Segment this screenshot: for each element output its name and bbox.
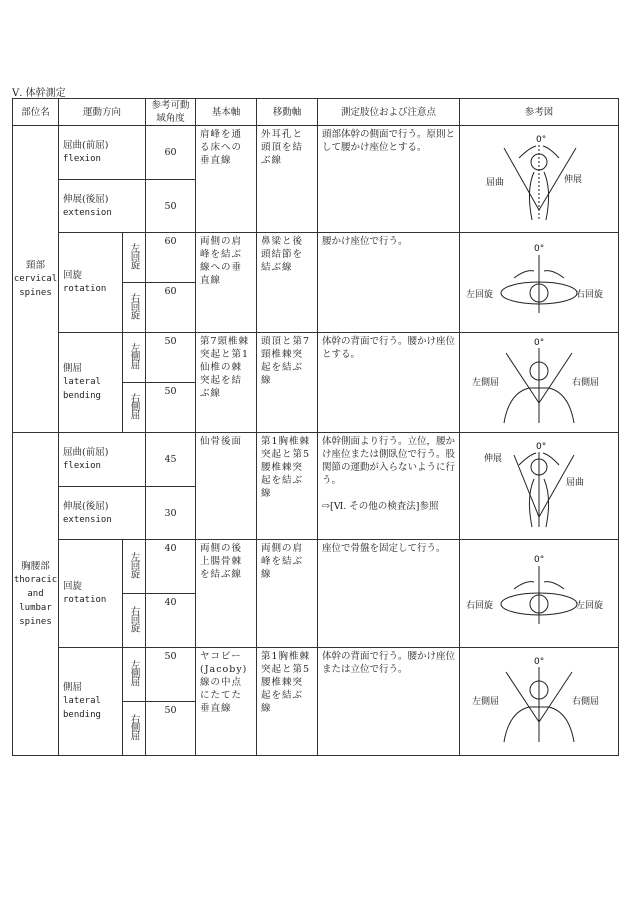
- notes: 体幹の背面で行う。腰かけ座位または立位で行う。: [322, 651, 456, 675]
- moving-axis-cell: [257, 333, 318, 433]
- side-left: [123, 333, 146, 383]
- side-left: [123, 540, 146, 594]
- notes: 体幹側面より行う。立位，腰かけ座位または側臥位で行う。股関節の運動が入らないように行う。: [322, 436, 456, 486]
- figure-cell: [460, 540, 619, 648]
- side-left: [123, 233, 146, 283]
- basic-axis-cell: [196, 126, 257, 233]
- motion-label: 屈曲(前屈): [63, 447, 109, 458]
- header-row: [13, 99, 619, 126]
- motion-flexion: [59, 433, 146, 487]
- moving-axis-cell: [257, 126, 318, 233]
- motion-extension: [59, 487, 146, 540]
- figure-label-a: 左側屈: [472, 697, 500, 707]
- motion-en: lateral bending: [63, 696, 101, 720]
- moving-axis-cell: [257, 233, 318, 333]
- basic-axis-cell: [196, 648, 257, 756]
- motion-lateral-bending: [59, 333, 123, 433]
- motion-en: extension: [63, 514, 112, 525]
- table-row: [13, 433, 619, 487]
- figure-cell: [460, 126, 619, 233]
- notes-cell: [318, 333, 460, 433]
- motion-label: 伸展(後屈): [63, 500, 109, 512]
- angle-value: 50: [164, 705, 177, 716]
- motion-label: 屈曲(前屈): [63, 140, 109, 151]
- region-name: 頸部: [25, 259, 45, 271]
- region-name: 胸腰部: [21, 560, 50, 572]
- notes-cell: [318, 540, 460, 648]
- flexion-extension-figure: [464, 130, 614, 225]
- side-label: 右回旋: [128, 605, 140, 632]
- reference-arrow-icon: ⇨: [322, 501, 330, 512]
- angle-value: 40: [164, 543, 177, 554]
- header-region: 部位名: [13, 99, 59, 126]
- notes-cell: [318, 433, 460, 540]
- zero-degree-label: 0°: [534, 555, 545, 565]
- angle-cell: [146, 333, 196, 383]
- figure-label-b: 右回旋: [576, 290, 604, 300]
- side-label: 右回旋: [128, 292, 140, 319]
- reference-link: [Ⅵ. その他の検査法]参照: [329, 501, 439, 512]
- basic-axis-cell: [196, 233, 257, 333]
- moving-axis: 外耳孔と頭頂を結ぶ線: [261, 129, 304, 166]
- region-name-en: cervical spines: [13, 273, 58, 298]
- figure-label-a: 左側屈: [472, 378, 500, 388]
- motion-flexion: [59, 126, 146, 180]
- motion-lateral-bending: [59, 648, 123, 756]
- notes: 体幹の背面で行う。腰かけ座位とする。: [322, 336, 456, 360]
- header-basic-axis: 基本軸: [196, 99, 257, 126]
- header-notes: 測定肢位および注意点: [318, 99, 460, 126]
- table-row: [13, 333, 619, 383]
- moving-axis: 鼻梁と後頭結節を結ぶ線: [261, 236, 304, 273]
- notes-cell: [318, 648, 460, 756]
- angle-cell: [146, 540, 196, 594]
- angle-cell: [146, 283, 196, 333]
- angle-cell: [146, 487, 196, 540]
- header-motion: 運動方向: [59, 99, 146, 126]
- side-left: [123, 648, 146, 702]
- side-right: [123, 594, 146, 648]
- side-label: 左回旋: [128, 551, 140, 578]
- figure-label-b: 左回旋: [576, 601, 604, 611]
- angle-value: 50: [164, 651, 177, 662]
- figure-label-b: 右側屈: [572, 697, 600, 707]
- table-row: [13, 233, 619, 283]
- header-angle: 参考可動域角度: [146, 99, 196, 126]
- zero-degree-label: 0°: [536, 134, 547, 145]
- basic-axis: 肩峰を通る床への垂直線: [200, 129, 243, 166]
- rotation-figure: [464, 233, 614, 328]
- angle-cell: [146, 383, 196, 433]
- angle-cell: [146, 594, 196, 648]
- motion-en: lateral bending: [63, 377, 101, 401]
- zero-degree-label: 0°: [536, 441, 547, 452]
- figure-label-b: 右側屈: [572, 378, 600, 388]
- lateral-bending-figure: [464, 652, 614, 747]
- notes: 座位で骨盤を固定して行う。: [322, 543, 446, 554]
- angle-cell: [146, 180, 196, 233]
- notes: 頭部体幹の側面で行う。原則として腰かけ座位とする。: [322, 129, 456, 153]
- angle-cell: [146, 433, 196, 487]
- side-label: 左側屈: [128, 342, 140, 369]
- motion-label: 伸展(後屈): [63, 193, 109, 205]
- angle-cell: [146, 126, 196, 180]
- table-row: [13, 126, 619, 180]
- figure-label-a: 左回旋: [466, 290, 494, 300]
- header-figure: 参考図: [460, 99, 619, 126]
- basic-axis: 両側の肩峰を結ぶ線への垂直線: [200, 236, 243, 286]
- figure-cell: [460, 433, 619, 540]
- motion-en: flexion: [63, 154, 101, 164]
- moving-axis-cell: [257, 433, 318, 540]
- notes: 腰かけ座位で行う。: [322, 236, 408, 247]
- figure-cell: [460, 648, 619, 756]
- angle-value: 30: [164, 507, 177, 519]
- side-label: 右側屈: [128, 713, 140, 740]
- angle-value: 40: [164, 597, 177, 608]
- motion-label: 側屈: [63, 682, 83, 693]
- moving-axis: 両側の肩峰を結ぶ線: [261, 543, 304, 580]
- motion-rotation: [59, 540, 123, 648]
- notes-cell: [318, 126, 460, 233]
- angle-value: 60: [164, 236, 177, 247]
- trunk-measurement-table: [12, 98, 619, 756]
- motion-en: extension: [63, 207, 112, 218]
- figure-label-a: 右回旋: [466, 601, 494, 611]
- figure-label-a: 伸展: [484, 453, 503, 464]
- zero-degree-label: 0°: [534, 244, 545, 254]
- basic-axis-cell: [196, 333, 257, 433]
- motion-label: 回旋: [63, 270, 83, 281]
- figure-label-b: 屈曲: [566, 477, 585, 488]
- zero-degree-label: 0°: [534, 338, 545, 348]
- notes-cell: [318, 233, 460, 333]
- basic-axis: 両側の後上腸骨棘を結ぶ線: [200, 543, 243, 580]
- figure-cell: [460, 233, 619, 333]
- basic-axis: ヤコビー(Jacoby)線の中点にたてた垂直線: [200, 651, 248, 714]
- lateral-bending-figure: [464, 333, 614, 428]
- moving-axis: 頭頂と第7頸椎棘突起を結ぶ線: [261, 336, 311, 386]
- region-name-en: thoracic and lumbar spines: [13, 574, 58, 627]
- angle-cell: [146, 233, 196, 283]
- basic-axis-cell: [196, 433, 257, 540]
- moving-axis-cell: [257, 540, 318, 648]
- basic-axis-cell: [196, 540, 257, 648]
- zero-degree-label: 0°: [534, 657, 545, 667]
- motion-extension: [59, 180, 146, 233]
- moving-axis-cell: [257, 648, 318, 756]
- table-row: [13, 648, 619, 702]
- side-label: 左回旋: [128, 242, 140, 269]
- angle-value: 50: [164, 336, 177, 347]
- motion-rotation: [59, 233, 123, 333]
- basic-axis: 仙骨後面: [200, 436, 243, 447]
- side-right: [123, 702, 146, 756]
- motion-label: 側屈: [63, 363, 83, 374]
- motion-en: flexion: [63, 461, 101, 471]
- flexion-extension-figure: [464, 437, 614, 532]
- figure-label-a: 屈曲: [486, 177, 505, 188]
- angle-cell: [146, 648, 196, 702]
- motion-en: rotation: [63, 284, 107, 294]
- angle-cell: [146, 702, 196, 756]
- side-right: [123, 283, 146, 333]
- header-moving-axis: 移動軸: [257, 99, 318, 126]
- basic-axis: 第7頸椎棘突起と第1仙椎の棘突起を結ぶ線: [200, 336, 250, 399]
- angle-value: 50: [164, 200, 177, 212]
- side-right: [123, 383, 146, 433]
- motion-label: 回旋: [63, 581, 83, 592]
- angle-value: 50: [164, 386, 177, 397]
- side-label: 右側屈: [128, 392, 140, 419]
- moving-axis: 第1胸椎棘突起と第5腰椎棘突起を結ぶ線: [261, 651, 311, 714]
- angle-value: 60: [164, 147, 177, 158]
- angle-value: 45: [164, 454, 177, 465]
- figure-label-b: 伸展: [564, 174, 583, 185]
- table-row: [13, 540, 619, 594]
- side-label: 左側屈: [128, 659, 140, 686]
- moving-axis: 第1胸椎棘突起と第5腰椎棘突起を結ぶ線: [261, 436, 311, 499]
- figure-cell: [460, 333, 619, 433]
- motion-en: rotation: [63, 595, 107, 605]
- rotation-figure: [464, 544, 614, 639]
- section-title: Ⅴ. 体幹測定: [12, 88, 66, 99]
- region-cell: [13, 126, 59, 433]
- region-cell: [13, 433, 59, 756]
- angle-value: 60: [164, 286, 177, 297]
